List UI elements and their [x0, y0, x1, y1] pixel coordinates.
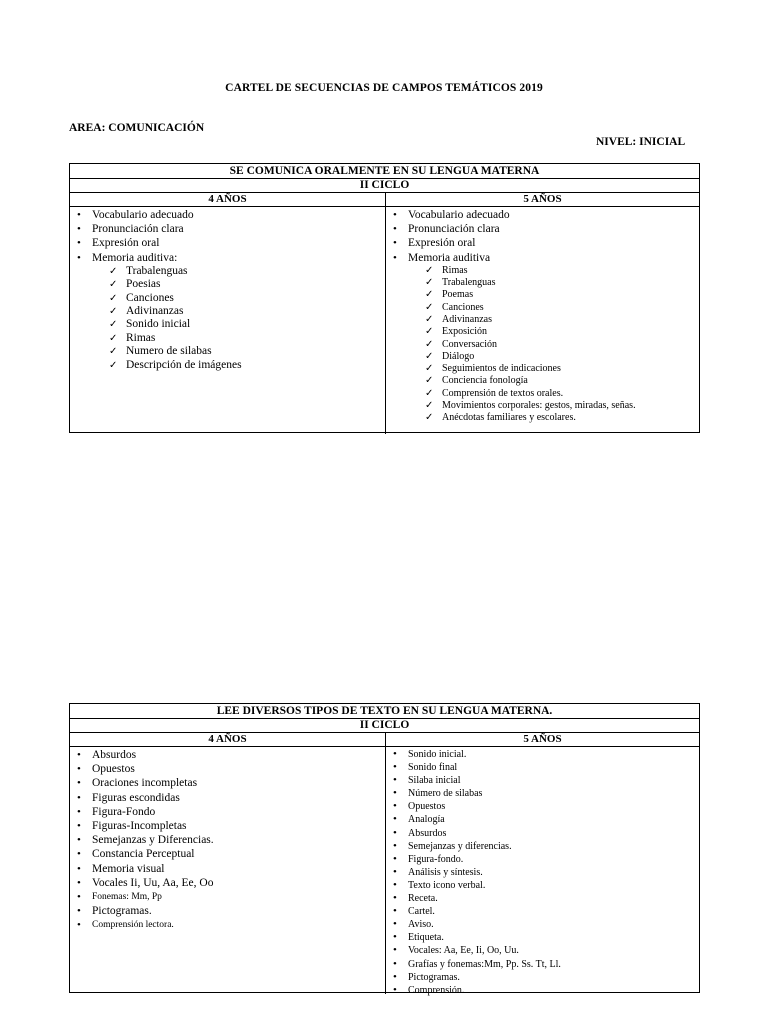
list-item-text: Comprensión lectora.	[92, 920, 174, 931]
list-item-text: Figura-fondo.	[408, 853, 464, 865]
list-item-text: Analogía	[408, 814, 445, 826]
list-item-text: Vocales: Aa, Ee, Ii, Oo, Uu.	[408, 945, 519, 957]
list-item-text: Adivinanzas	[442, 314, 492, 325]
list-item-text: Texto icono verbal.	[408, 879, 486, 891]
list-item-text: Descripción de imágenes	[126, 358, 242, 371]
bullet-icon: •	[393, 223, 397, 236]
list-item-text: Comprensión.	[408, 984, 465, 996]
list-item	[74, 876, 385, 890]
bullet-icon: •	[77, 820, 81, 833]
list-item	[390, 208, 699, 222]
list-item	[74, 791, 385, 805]
list-item	[390, 853, 699, 866]
bullet-icon: •	[77, 905, 81, 918]
list-item	[425, 265, 699, 277]
list-item	[390, 879, 699, 892]
list-item-text: Figuras escondidas	[92, 791, 180, 804]
list-item-text: Conciencia fonología	[442, 375, 528, 387]
list-item-text: Aviso.	[408, 919, 434, 931]
checkmark-icon: ✓	[425, 301, 434, 313]
checkmark-icon: ✓	[425, 412, 434, 424]
list-item-text: Poesias	[126, 278, 161, 291]
list-item-text: Movimientos corporales: gestos, miradas, señas.	[442, 400, 636, 412]
list-item	[390, 774, 699, 787]
list-item	[390, 800, 699, 813]
list-item	[390, 944, 699, 957]
column-4-years	[70, 207, 386, 434]
list-item-text: Fonemas: Mm, Pp	[92, 892, 162, 903]
list-item-text: Expresión oral	[92, 237, 160, 250]
table-cycle: II CICLO	[70, 719, 699, 733]
list-item-text: Sonido inicial	[126, 318, 191, 331]
list-item	[74, 805, 385, 819]
bullet-icon: •	[393, 892, 397, 905]
list-item-text: Vocabulario adecuado	[408, 209, 510, 221]
list-item	[109, 265, 385, 278]
list-item	[74, 890, 385, 904]
list-item	[425, 351, 699, 363]
list-item	[425, 375, 699, 387]
list-item-text: Opuestos	[92, 763, 135, 776]
list-item	[425, 302, 699, 314]
list-item	[109, 345, 385, 358]
checkmark-icon: ✓	[425, 264, 434, 276]
bullet-icon: •	[77, 891, 81, 904]
list-item	[425, 400, 699, 412]
checkmark-icon: ✓	[425, 314, 434, 325]
list-item	[74, 222, 385, 236]
list-item-text: Semejanzas y Diferencias.	[92, 834, 214, 847]
column-header-4-years: 4 AÑOS	[70, 733, 386, 746]
list-item-text: Trabalenguas	[442, 277, 496, 289]
list-item	[390, 251, 699, 265]
checkmark-icon: ✓	[109, 265, 118, 277]
check-list	[70, 265, 385, 372]
list-item	[390, 787, 699, 800]
table-body	[70, 747, 699, 994]
list-item	[390, 866, 699, 879]
checkmark-icon: ✓	[425, 350, 434, 362]
list-item-text: Canciones	[442, 301, 484, 313]
checkmark-icon: ✓	[109, 332, 118, 344]
table-heading: LEE DIVERSOS TIPOS DE TEXTO EN SU LENGUA MATERNA.	[70, 704, 699, 719]
table-heading: SE COMUNICA ORALMENTE EN SU LENGUA MATERNA	[70, 164, 699, 179]
list-item	[425, 314, 699, 326]
list-item	[109, 292, 385, 305]
bullet-icon: •	[77, 919, 81, 932]
list-item	[425, 289, 699, 301]
bullet-icon: •	[393, 826, 397, 839]
bullet-icon: •	[393, 787, 397, 800]
document-title: CARTEL DE SECUENCIAS DE CAMPOS TEMÁTICOS 2019	[225, 82, 543, 94]
bullet-icon: •	[393, 774, 397, 787]
list-item	[74, 862, 385, 876]
bullet-icon: •	[393, 839, 397, 852]
column-header-4-years: 4 AÑOS	[70, 193, 386, 206]
list-item-text: Figura-Fondo	[92, 805, 156, 818]
list-item	[425, 326, 699, 338]
list-item	[390, 931, 699, 944]
table-oral-communication	[69, 163, 700, 433]
list-item-text: Poemas	[442, 289, 474, 301]
checkmark-icon: ✓	[425, 375, 434, 387]
bullet-icon: •	[393, 865, 397, 878]
list-item-text: Seguimientos de indicaciones	[442, 363, 561, 375]
list-item-text: Rimas	[126, 331, 156, 344]
bullet-icon: •	[77, 251, 81, 264]
bullet-icon: •	[393, 237, 397, 250]
list-item	[74, 918, 385, 932]
list-item-text: Pictogramas.	[408, 971, 460, 983]
list-item	[390, 813, 699, 826]
bullet-list	[70, 207, 385, 265]
bullet-icon: •	[393, 209, 397, 221]
table-cycle: II CICLO	[70, 179, 699, 193]
list-item	[109, 332, 385, 345]
list-item-text: Número de silabas	[408, 788, 483, 800]
list-item	[390, 236, 699, 250]
list-item	[425, 412, 699, 424]
bullet-icon: •	[393, 878, 397, 891]
column-header-5-years: 5 AÑOS	[523, 193, 562, 205]
column-headers	[70, 193, 699, 207]
bullet-list	[386, 207, 699, 265]
checkmark-icon: ✓	[109, 292, 118, 304]
list-item-text: Absurdos	[92, 749, 137, 761]
checkmark-icon: ✓	[425, 338, 434, 350]
bullet-icon: •	[77, 209, 81, 221]
list-item-text: Exposición	[442, 326, 487, 338]
bullet-icon: •	[393, 983, 397, 996]
column-5-years	[386, 207, 699, 434]
check-list	[386, 265, 699, 425]
bullet-icon: •	[77, 763, 81, 776]
list-item	[74, 762, 385, 776]
list-item-text: Rimas	[442, 264, 468, 276]
list-item-text: Figuras-Incompletas	[92, 820, 187, 833]
list-item	[425, 363, 699, 375]
list-item-text: Comprensión de textos orales.	[442, 387, 564, 399]
bullet-icon: •	[393, 931, 397, 944]
list-item	[74, 748, 385, 762]
list-item	[390, 958, 699, 971]
bullet-list	[70, 747, 385, 933]
list-item-text: Vocabulario adecuado	[92, 209, 194, 221]
bullet-icon: •	[393, 918, 397, 931]
bullet-icon: •	[77, 862, 81, 875]
list-item-text: Memoria auditiva:	[92, 251, 178, 264]
bullet-icon: •	[393, 251, 397, 264]
checkmark-icon: ✓	[109, 319, 118, 331]
nivel-label: NIVEL: INICIAL	[596, 136, 686, 148]
list-item-text: Diálogo	[442, 350, 475, 362]
list-item	[390, 984, 699, 997]
column-headers	[70, 733, 699, 747]
checkmark-icon: ✓	[425, 277, 434, 289]
column-4-years	[70, 747, 386, 994]
column-5-years	[386, 747, 699, 994]
list-item-text: Anécdotas familiares y escolares.	[442, 412, 576, 424]
checkmark-icon: ✓	[109, 306, 118, 318]
list-item-text: Pronunciación clara	[92, 223, 184, 236]
checkmark-icon: ✓	[109, 359, 118, 371]
bullet-icon: •	[393, 852, 397, 865]
bullet-icon: •	[77, 805, 81, 818]
list-item-text: Grafías y fonemas:Mm, Pp. Ss. Tt, Ll.	[408, 958, 561, 970]
list-item-text: Constancia Perceptual	[92, 848, 195, 861]
list-item-text: Trabalenguas	[126, 264, 188, 277]
bullet-icon: •	[393, 748, 397, 760]
list-item-text: Absurdos	[408, 827, 447, 839]
checkmark-icon: ✓	[109, 279, 118, 291]
list-item	[390, 761, 699, 774]
list-item	[425, 388, 699, 400]
list-item-text: Pronunciación clara	[408, 223, 500, 236]
checkmark-icon: ✓	[109, 346, 118, 358]
bullet-icon: •	[77, 777, 81, 790]
bullet-list	[386, 747, 699, 997]
list-item	[390, 905, 699, 918]
bullet-icon: •	[393, 957, 397, 970]
list-item-text: Pictogramas.	[92, 905, 152, 918]
list-item	[74, 904, 385, 918]
list-item	[109, 359, 385, 372]
list-item	[390, 827, 699, 840]
bullet-icon: •	[393, 944, 397, 957]
bullet-icon: •	[77, 749, 81, 761]
list-item	[425, 277, 699, 289]
list-item-text: Etiqueta.	[408, 932, 444, 944]
list-item	[390, 840, 699, 853]
list-item-text: Análisis y síntesis.	[408, 866, 483, 878]
bullet-icon: •	[77, 223, 81, 236]
bullet-icon: •	[77, 237, 81, 250]
list-item-text: Numero de silabas	[126, 345, 212, 358]
list-item	[390, 748, 699, 761]
list-item-text: Silaba inicial	[408, 775, 461, 787]
table-reading	[69, 703, 700, 996]
list-item	[74, 833, 385, 847]
list-item-text: Adivinanzas	[126, 305, 184, 318]
list-item-text: Opuestos	[408, 801, 446, 813]
list-item	[74, 236, 385, 250]
list-item-text: Oraciones incompletas	[92, 777, 198, 790]
list-item	[390, 918, 699, 931]
list-item-text: Canciones	[126, 291, 174, 304]
checkmark-icon: ✓	[425, 363, 434, 375]
table-body	[70, 207, 699, 434]
list-item-text: Memoria auditiva	[408, 251, 491, 264]
column-header-5-years: 5 AÑOS	[523, 733, 562, 745]
checkmark-icon: ✓	[425, 326, 434, 338]
list-item	[109, 305, 385, 318]
list-item	[109, 318, 385, 331]
bullet-icon: •	[77, 834, 81, 847]
list-item-text: Vocales Ii, Uu, Aa, Ee, Oo	[92, 876, 214, 889]
bullet-icon: •	[393, 800, 397, 813]
list-item-text: Semejanzas y diferencias.	[408, 840, 512, 852]
list-item	[74, 819, 385, 833]
list-item-text: Cartel.	[408, 906, 435, 918]
list-item	[425, 339, 699, 351]
list-item-text: Receta.	[408, 893, 438, 905]
list-item	[109, 278, 385, 291]
bullet-icon: •	[77, 791, 81, 804]
bullet-icon: •	[77, 876, 81, 889]
checkmark-icon: ✓	[425, 387, 434, 399]
list-item-text: Memoria visual	[92, 862, 165, 875]
list-item-text: Conversación	[442, 338, 497, 350]
bullet-icon: •	[393, 970, 397, 983]
list-item-text: Expresión oral	[408, 237, 476, 250]
list-item	[390, 892, 699, 905]
bullet-icon: •	[77, 848, 81, 861]
list-item	[390, 222, 699, 236]
list-item	[74, 776, 385, 790]
bullet-icon: •	[393, 813, 397, 826]
list-item	[74, 847, 385, 861]
list-item	[74, 251, 385, 265]
list-item	[390, 971, 699, 984]
list-item-text: Sonido final	[408, 762, 458, 774]
checkmark-icon: ✓	[425, 289, 434, 301]
list-item-text: Sonido inicial.	[408, 749, 467, 760]
list-item	[74, 208, 385, 222]
bullet-icon: •	[393, 905, 397, 918]
bullet-icon: •	[393, 761, 397, 774]
checkmark-icon: ✓	[425, 400, 434, 412]
area-label: AREA: COMUNICACIÓN	[69, 122, 205, 134]
